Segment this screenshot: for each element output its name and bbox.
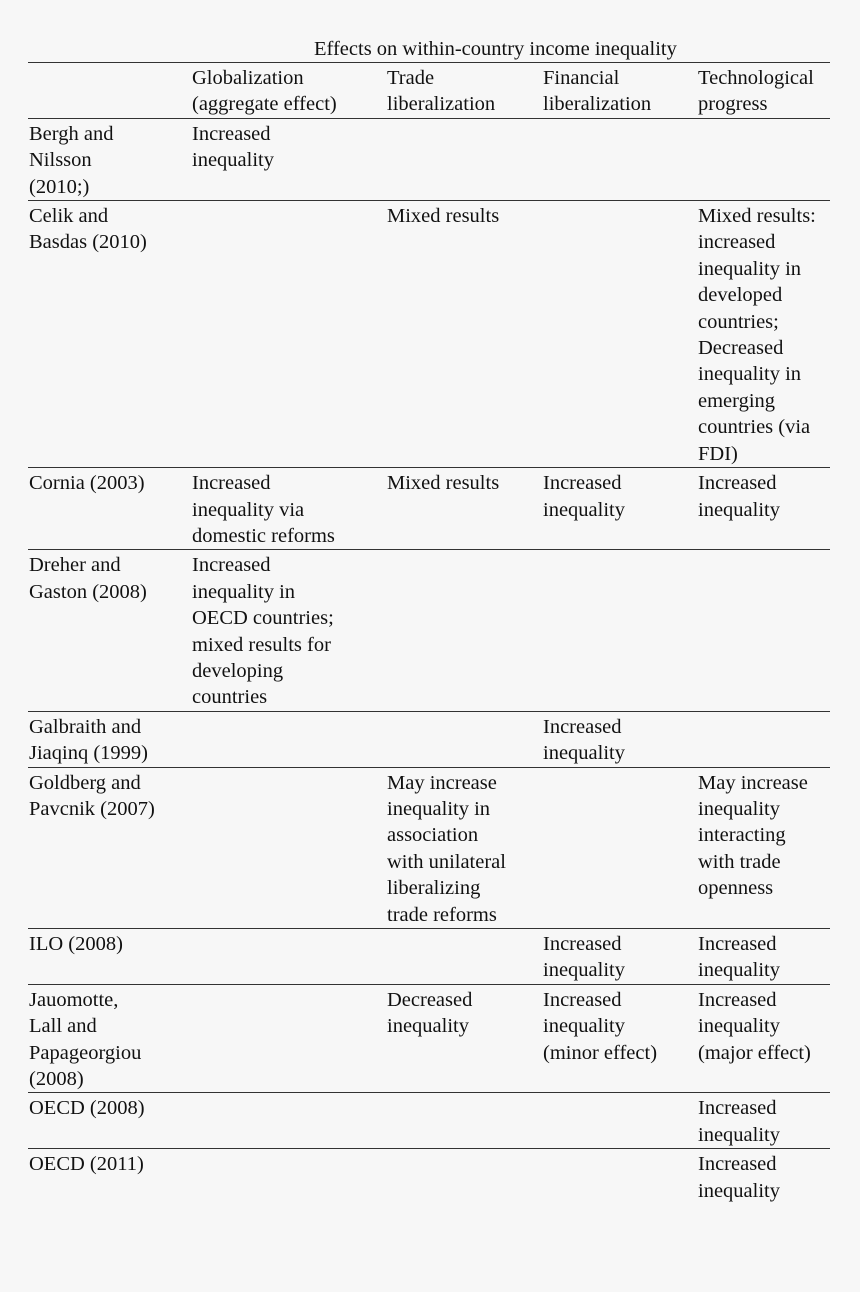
cell-study: OECD (2008) bbox=[29, 1097, 145, 1120]
cell-study: OECD (2011) bbox=[29, 1153, 144, 1176]
header-globalization: Globalization (aggregate effect) bbox=[192, 67, 337, 116]
cell-technological: Increased inequality bbox=[698, 933, 780, 982]
cell-globalization: Increased inequality in OECD countries; mixed results for developing countries bbox=[192, 554, 334, 709]
cell-globalization bbox=[191, 1149, 386, 1204]
cell-technological: Increased inequality bbox=[698, 1097, 780, 1146]
cell-globalization bbox=[191, 1093, 386, 1148]
cell-study: Bergh and Nilsson (2010;) bbox=[29, 122, 114, 198]
cell-technological: Mixed results: increased inequality in developed countries; Decreased inequality in emerging countries (via FDI) bbox=[698, 205, 816, 465]
cell-study: Goldberg and Pavcnik (2007) bbox=[29, 771, 155, 820]
cell-globalization: Increased inequality via domestic reforms bbox=[192, 472, 335, 547]
cell-study: ILO (2008) bbox=[29, 933, 123, 955]
cell-financial bbox=[542, 1093, 697, 1148]
cell-financial bbox=[542, 201, 697, 467]
cell-technological: Increased inequality bbox=[698, 1153, 780, 1202]
cell-financial: Increased inequality bbox=[543, 472, 625, 521]
cell-financial bbox=[542, 119, 697, 200]
cell-financial bbox=[542, 1149, 697, 1204]
cell-globalization bbox=[191, 985, 386, 1093]
cell-study: Celik and Basdas (2010) bbox=[29, 205, 147, 254]
cell-globalization bbox=[191, 768, 386, 928]
cell-technological bbox=[697, 712, 830, 767]
cell-trade bbox=[386, 1149, 542, 1204]
header-study bbox=[28, 63, 191, 118]
cell-financial: Increased inequality bbox=[543, 933, 625, 982]
cell-study: Galbraith and Jiaqinq (1999) bbox=[29, 715, 148, 765]
inequality-table bbox=[28, 36, 830, 1204]
header-trade: Trade liberalization bbox=[387, 67, 496, 116]
cell-trade: Mixed results bbox=[387, 205, 500, 228]
cell-globalization: Increased inequality bbox=[192, 122, 274, 172]
table-grid bbox=[28, 63, 830, 1204]
cell-study: Dreher and Gaston (2008) bbox=[29, 554, 147, 603]
cell-trade: May increase inequality in association with unilateral liberalizing trade reforms bbox=[387, 771, 506, 926]
header-technological: Technological progress bbox=[698, 67, 814, 116]
cell-technological: May increase inequality interacting with trade openness bbox=[698, 771, 808, 900]
cell-financial: Increased inequality (minor effect) bbox=[543, 988, 658, 1064]
super-header: Effects on within-country income inequality bbox=[28, 36, 830, 63]
cell-financial bbox=[542, 550, 697, 710]
cell-technological: Increased inequality (major effect) bbox=[698, 988, 811, 1064]
cell-globalization bbox=[191, 929, 386, 984]
cell-study: Cornia (2003) bbox=[29, 472, 145, 495]
cell-trade: Mixed results bbox=[387, 472, 500, 495]
cell-globalization bbox=[191, 201, 386, 467]
cell-technological bbox=[697, 550, 830, 710]
cell-trade bbox=[386, 119, 542, 200]
header-financial: Financial liberalization bbox=[543, 67, 652, 116]
cell-trade bbox=[386, 712, 542, 767]
cell-financial: Increased inequality bbox=[543, 715, 625, 765]
cell-trade: Decreased inequality bbox=[387, 988, 473, 1038]
cell-technological bbox=[697, 119, 830, 200]
cell-trade bbox=[386, 1093, 542, 1148]
cell-technological: Increased inequality bbox=[698, 472, 780, 521]
cell-trade bbox=[386, 550, 542, 710]
cell-financial bbox=[542, 768, 697, 928]
cell-study: Jauomotte, Lall and Papageorgiou (2008) bbox=[29, 988, 142, 1091]
cell-trade bbox=[386, 929, 542, 984]
cell-globalization bbox=[191, 712, 386, 767]
